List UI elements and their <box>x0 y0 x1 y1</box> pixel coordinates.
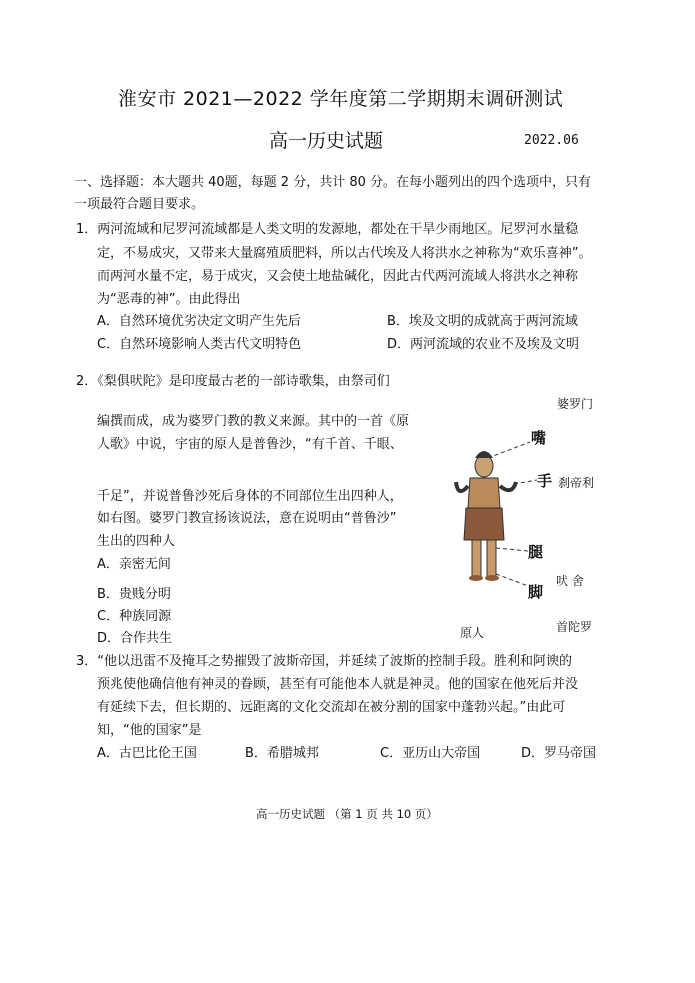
q3-stem-line: 知，“他的国家”是 <box>97 723 202 738</box>
q1-stem-line: 而两河水量不定，易于成灾，又会使土地盐碱化，因此古代两河流域人将洪水之神称 <box>97 269 579 284</box>
q2-stem-line: 如右图。婆罗门教宣扬该说法，意在说明由“普鲁沙” <box>97 511 397 526</box>
q1-stem-line: 定，不易成灾，又带来大量腐殖质肥料，所以古代埃及人将洪水之神称为“欢乐喜神”。 <box>97 246 592 261</box>
q1-option-c[interactable]: C．自然环境影响人类古代文明特色 <box>97 337 302 352</box>
q3-option-d[interactable]: D．罗马帝国 <box>521 746 597 761</box>
q1-stem-line: 为“恶毒的神”。由此得出 <box>97 292 241 307</box>
q2-option-a[interactable]: A．亲密无间 <box>97 557 171 572</box>
exam-title: 淮安市 2021—2022 学年度第二学期期末调研测试 <box>118 88 564 110</box>
q3-stem-line: 3．“他以迅雷不及掩耳之势摧毁了波斯帝国，并延续了波斯的控制手段。胜利和阿谀的 <box>76 654 573 669</box>
body-part-foot: 脚 <box>528 583 544 601</box>
q3-option-b[interactable]: B．希腊城邦 <box>245 746 319 761</box>
body-part-hand: 手 <box>537 472 553 490</box>
q2-stem-line: 编撰而成，成为婆罗门教的教义来源。其中的一首《原 <box>97 414 410 429</box>
q3-option-a[interactable]: A．古巴比伦王国 <box>97 746 197 761</box>
caste-label-kshatriya: 刹帝利 <box>558 476 595 490</box>
q2-stem-line: 生出的四种人 <box>97 534 176 549</box>
q1-option-d[interactable]: D．两河流域的农业不及埃及文明 <box>387 337 580 352</box>
purusha-illustration <box>440 390 660 650</box>
exam-date: 2022.06 <box>524 133 579 148</box>
q1-option-a[interactable]: A．自然环境优劣决定文明产生先后 <box>97 314 301 329</box>
page-footer: 高一历史试题 （第 1 页 共 10 页） <box>256 807 438 821</box>
exam-subtitle: 高一历史试题 <box>269 130 384 152</box>
q2-stem-line: 2．《梨俱吠陀》是印度最古老的一部诗歌集，由祭司们 <box>76 374 390 389</box>
q2-option-b[interactable]: B．贵贱分明 <box>97 587 171 602</box>
purusha-figure <box>440 390 660 650</box>
section-instructions-line2: 一项最符合题目要求。 <box>74 197 205 212</box>
section-instructions-line1: 一、选择题：本大题共 40题，每题 2 分，共计 80 分。在每小题列出的四个选项中，只有 <box>74 175 592 190</box>
q2-stem-line: 人歌》中说，宇宙的原人是普鲁沙，“有千首、千眼、 <box>97 437 403 452</box>
q2-option-c[interactable]: C．种族同源 <box>97 609 172 624</box>
body-part-leg: 腿 <box>528 543 544 561</box>
caste-label-vaishya: 吠 舍 <box>556 574 584 588</box>
q3-option-c[interactable]: C．亚历山大帝国 <box>380 746 481 761</box>
q3-stem-line: 预兆使他确信他有神灵的眷顾，甚至有可能他本人就是神灵。他的国家在他死后并没 <box>97 677 579 692</box>
q3-stem-line: 有延续下去，但长期的、远距离的文化交流却在被分割的国家中蓬勃兴起。”由此可 <box>97 700 566 715</box>
q1-stem-line: 1．两河流域和尼罗河流域都是人类文明的发源地，都处在干旱少雨地区。尼罗河水量稳 <box>76 222 579 237</box>
caste-label-brahmin: 婆罗门 <box>557 397 594 411</box>
figure-caption: 原人 <box>460 626 485 640</box>
caste-label-shudra: 首陀罗 <box>556 620 593 634</box>
q2-option-d[interactable]: D．合作共生 <box>97 631 173 646</box>
q2-stem-line: 千足”，并说普鲁沙死后身体的不同部位生出四种人， <box>97 489 403 504</box>
q1-option-b[interactable]: B．埃及文明的成就高于两河流域 <box>387 314 578 329</box>
body-part-mouth: 嘴 <box>531 429 547 447</box>
